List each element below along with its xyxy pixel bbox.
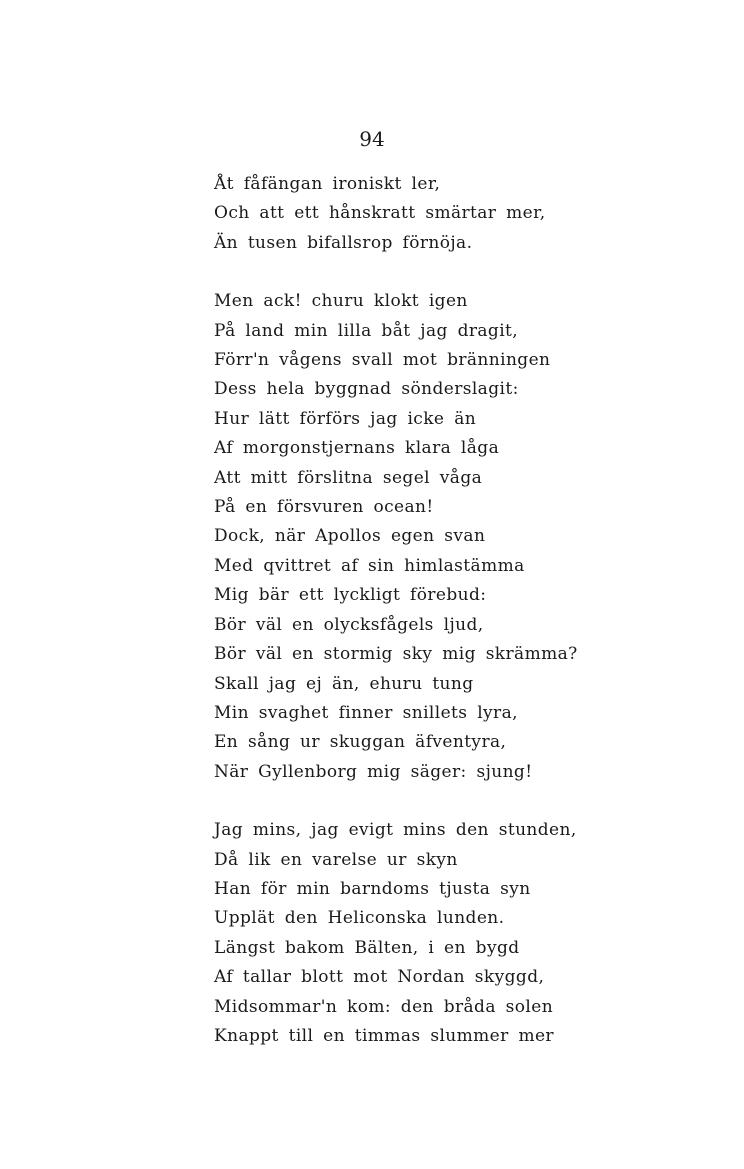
verse-line: Då lik en varelse ur skyn bbox=[214, 849, 458, 870]
verse-line: På land min lilla båt jag dragit, bbox=[214, 320, 519, 341]
verse-line: Och att ett hånskratt smärtar mer, bbox=[214, 203, 546, 224]
verse-line: Knappt till en timmas slummer mer bbox=[214, 1025, 554, 1046]
verse-line: När Gyllenborg mig säger: sjung! bbox=[214, 761, 533, 782]
verse-line: Dock, när Apollos egen svan bbox=[214, 526, 486, 547]
verse-line: Han för min barndoms tjusta syn bbox=[214, 878, 531, 899]
verse-line: Längst bakom Bälten, i en bygd bbox=[214, 937, 520, 958]
verse-line: Mig bär ett lyckligt förebud: bbox=[214, 585, 487, 606]
poem-text bbox=[214, 170, 578, 1051]
verse-line: En sång ur skuggan äfventyra, bbox=[214, 732, 507, 753]
verse-line: Midsommar'n kom: den bråda solen bbox=[214, 996, 554, 1017]
verse-line: Bör väl en stormig sky mig skrämma? bbox=[214, 644, 578, 665]
verse-line: Min svaghet finner snillets lyra, bbox=[214, 702, 518, 723]
stanza-3 bbox=[214, 816, 577, 1051]
verse-line: På en försvuren ocean! bbox=[214, 497, 434, 518]
verse-line: Än tusen bifallsrop förnöja. bbox=[214, 232, 473, 253]
verse-line: Jag mins, jag evigt mins den stunden, bbox=[214, 820, 577, 841]
stanza-2 bbox=[214, 287, 578, 787]
verse-line: Af morgonstjernans klara låga bbox=[214, 438, 500, 459]
verse-line: Förr'n vågens svall mot bränningen bbox=[214, 350, 551, 371]
verse-line: Bör väl en olycksfågels ljud, bbox=[214, 614, 484, 635]
verse-line: Af tallar blott mot Nordan skyggd, bbox=[214, 967, 545, 988]
page-number: 94 bbox=[359, 127, 385, 151]
verse-line: Att mitt förslitna segel våga bbox=[214, 467, 483, 488]
stanza-1 bbox=[214, 170, 574, 258]
verse-line: Dess hela byggnad sönderslagit: bbox=[214, 379, 519, 400]
verse-line: Hur lätt förförs jag icke än bbox=[214, 408, 477, 429]
verse-line: Åt fåfängan ironiskt ler, bbox=[214, 174, 441, 194]
verse-line: Skall jag ej än, ehuru tung bbox=[214, 673, 474, 694]
verse-line: Men ack! churu klokt igen bbox=[214, 291, 468, 312]
verse-line: Upplät den Heliconska lunden. bbox=[214, 908, 505, 929]
verse-line: Med qvittret af sin himlastämma bbox=[214, 555, 525, 576]
